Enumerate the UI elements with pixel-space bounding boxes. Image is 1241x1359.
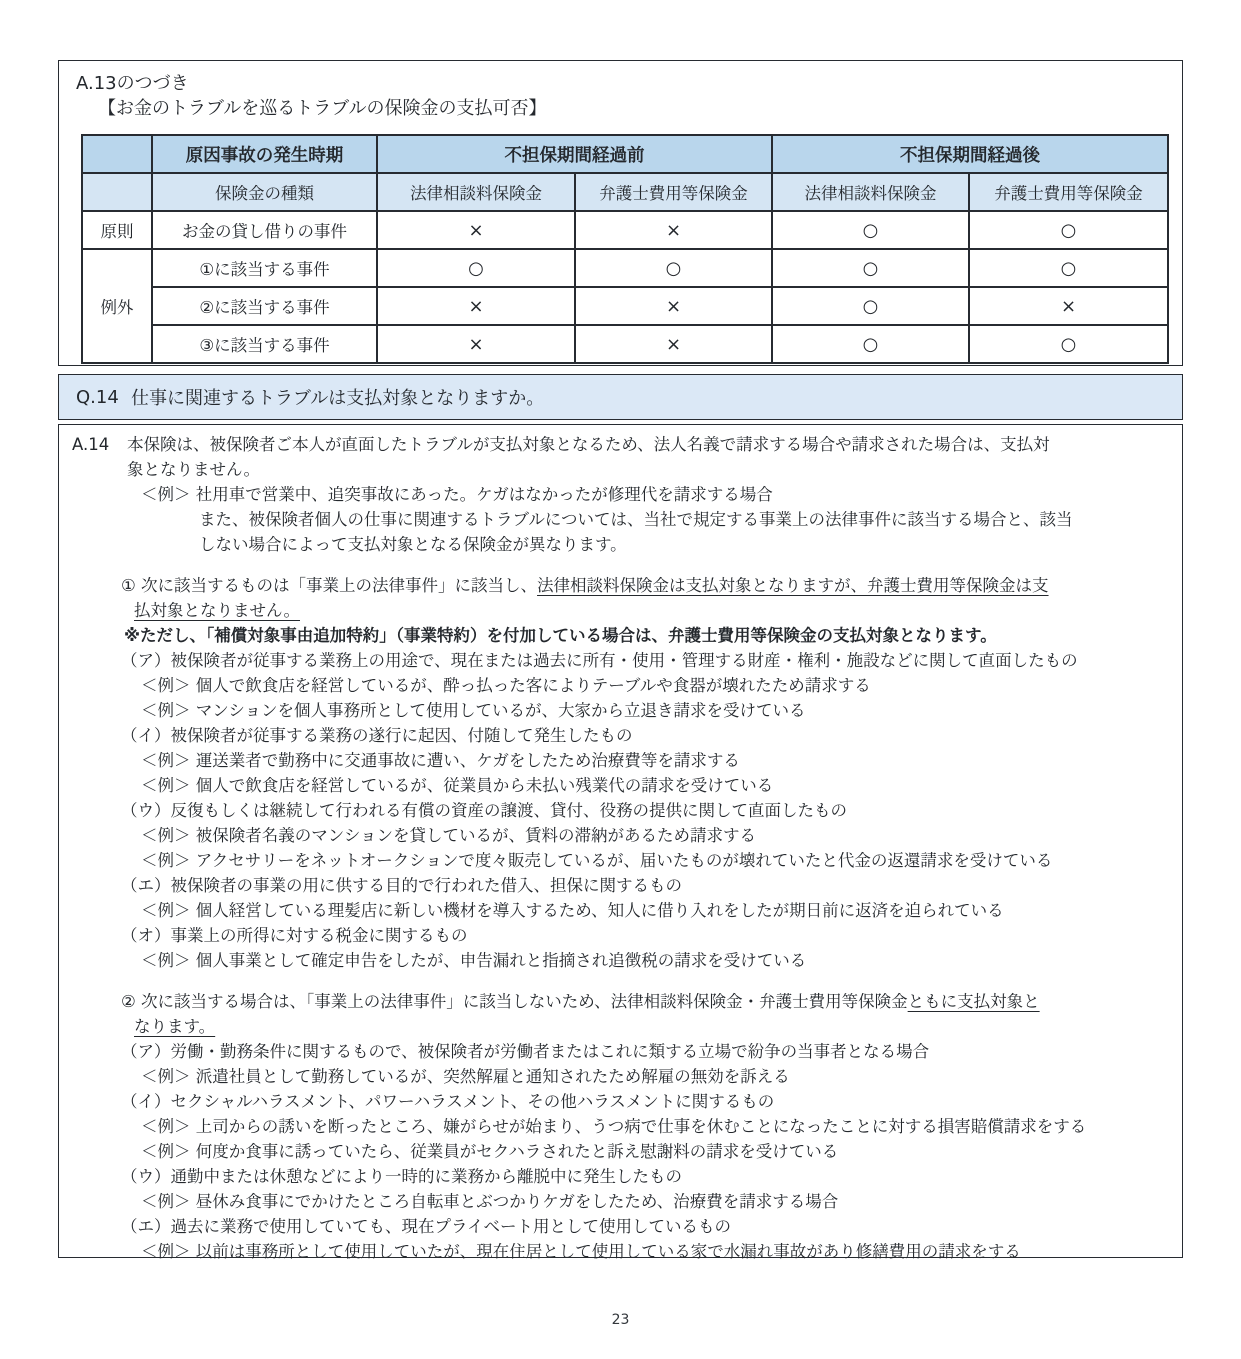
answer-line: [59, 1239, 1182, 1264]
text-segment: ＜例＞ 何度か食事に誘っていたら、従業員がセクハラされたと訴え慰謝料の請求を受けている: [141, 1142, 839, 1161]
row-value-cell: ×: [377, 211, 575, 249]
text-segment: なります。: [134, 1017, 216, 1036]
text-segment: （エ）被保険者の事業の用に供する目的で行われた借入、担保に関するもの: [121, 876, 682, 895]
answer-line: [59, 989, 1182, 1014]
answer-line: [59, 598, 1182, 623]
answer-line: [59, 948, 1182, 973]
row-value-cell: ○: [772, 211, 969, 249]
row-value-cell: ×: [969, 287, 1168, 325]
table-row: [82, 211, 1168, 249]
row-value-cell: ×: [377, 325, 575, 363]
answer-line: [59, 1039, 1182, 1064]
text-segment: ＜例＞ 個人事業として確定申告をしたが、申告漏れと指摘され追徴税の請求を受けている: [141, 951, 807, 970]
answer-line: [59, 673, 1182, 698]
answer-line: [59, 823, 1182, 848]
answer-line: [59, 1114, 1182, 1139]
row-value-cell: ×: [575, 211, 772, 249]
text-segment: ＜例＞ 以前は事務所として使用していたが、現在住居として使用している家で水漏れ事故があり修繕費用の請求をする: [141, 1242, 1021, 1261]
header-accident-timing: 原因事故の発生時期: [152, 135, 377, 173]
page-number: 23: [611, 1312, 630, 1328]
answer-line: [59, 457, 1182, 482]
subheader-attorney-fee-after: 弁護士費用等保険金: [969, 173, 1168, 211]
row-case-cell: お金の貸し借りの事件: [152, 211, 377, 249]
text-segment: ＜例＞ マンションを個人事務所として使用しているが、大家から立退き請求を受けている: [141, 701, 806, 720]
row-case-cell: ③に該当する事件: [152, 325, 377, 363]
a13-section: [58, 60, 1183, 366]
row-value-cell: ○: [575, 249, 772, 287]
answer-line: [59, 532, 1182, 557]
answer-line: [59, 923, 1182, 948]
row-value-cell: ○: [772, 325, 969, 363]
row-value-cell: ○: [969, 249, 1168, 287]
text-segment: ＜例＞ 昼休み食事にでかけたところ自転車とぶつかりケガをしたため、治療費を請求する場合: [141, 1192, 839, 1211]
row-value-cell: ○: [377, 249, 575, 287]
row-case-cell: ①に該当する事件: [152, 249, 377, 287]
text-segment: （ア）労働・勤務条件に関するもので、被保険者が労働者またはこれに類する立場で紛争の当事者となる場合: [121, 1042, 930, 1061]
answer-line: [59, 1189, 1182, 1214]
a13-subtitle: 【お金のトラブルを巡るトラブルの保険金の支払可否】: [98, 98, 547, 119]
text-segment: （ア）被保険者が従事する業務上の用途で、現在または過去に所有・使用・管理する財産・権利・施設などに関して直面したもの: [121, 651, 1078, 670]
subheader-legal-consult-after: 法律相談料保険金: [772, 173, 969, 211]
text-segment: ＜例＞ 社用車で営業中、追突事故にあった。ケガはなかったが修理代を請求する場合: [141, 485, 773, 504]
answer-line: [59, 723, 1182, 748]
text-segment: （イ）被保険者が従事する業務の遂行に起因、付随して発生したもの: [121, 726, 633, 745]
header-after-exclusion-period: 不担保期間経過後: [772, 135, 1168, 173]
text-segment: （ウ）反復もしくは継続して行われる有償の資産の譲渡、貸付、役務の提供に関して直面したもの: [121, 801, 847, 820]
header-empty-cell: [82, 135, 152, 173]
subheader-empty-cell: [82, 173, 152, 211]
answer-label: A.14: [72, 435, 110, 454]
a13-title: A.13のつづき: [76, 73, 189, 94]
answer-line: [59, 648, 1182, 673]
blank-line: [59, 557, 1182, 573]
text-segment: （イ）セクシャルハラスメント、パワーハラスメント、その他ハラスメントに関するもの: [121, 1092, 775, 1111]
answer-line: [59, 573, 1182, 598]
text-segment: 象となりません。: [127, 460, 260, 479]
text-segment: ともに支払対象と: [907, 992, 1040, 1011]
text-segment: ＜例＞ 個人経営している理髪店に新しい機材を導入するため、知人に借り入れをしたが期日前に返済を迫られている: [141, 901, 1004, 920]
answer-line: [59, 748, 1182, 773]
question-label: Q.14: [76, 386, 119, 408]
answer-line: [59, 773, 1182, 798]
table-header-row-1: [82, 135, 1168, 173]
text-segment: ＜例＞ 運送業者で勤務中に交通事故に遭い、ケガをしたため治療費等を請求する: [141, 751, 740, 770]
text-segment: ＜例＞ 派遣社員として勤務しているが、突然解雇と通知されたため解雇の無効を訴える: [141, 1067, 790, 1086]
row-value-cell: ×: [575, 287, 772, 325]
subheader-benefit-type: 保険金の種類: [152, 173, 377, 211]
text-segment: ＜例＞ 上司からの誘いを断ったところ、嫌がらせが始まり、うつ病で仕事を休むことになったことに対する損害賠償請求をする: [141, 1117, 1087, 1136]
text-segment: しない場合によって支払対象となる保険金が異なります。: [199, 535, 627, 554]
a14-section: [58, 424, 1183, 1261]
header-before-exclusion-period: 不担保期間経過前: [377, 135, 772, 173]
text-segment: ① 次に該当するものは「事業上の法律事件」に該当し、: [121, 576, 538, 595]
text-segment: （オ）事業上の所得に対する税金に関するもの: [121, 926, 468, 945]
answer-line: [59, 898, 1182, 923]
answer-line: [59, 1064, 1182, 1089]
blank-line: [59, 973, 1182, 989]
row-value-cell: ○: [772, 249, 969, 287]
row-value-cell: ×: [377, 287, 575, 325]
text-segment: ※ただし、「補償対象事由追加特約」（事業特約）を付加している場合は、弁護士費用等保険金の支払対象となります。: [124, 626, 997, 645]
text-segment: 払対象となりません。: [134, 601, 300, 620]
row-value-cell: ○: [969, 325, 1168, 363]
row-case-cell: ②に該当する事件: [152, 287, 377, 325]
answer-lines: [59, 432, 1182, 1264]
answer-line: [59, 798, 1182, 823]
text-segment: ＜例＞ 個人で飲食店を経営しているが、酔っ払った客によりテーブルや食器が壊れたため請求する: [141, 676, 871, 695]
text-segment: 法律相談料保険金は支払対象となりますが、弁護士費用等保険金は支: [537, 576, 1049, 595]
text-segment: 本保険は、被保険者ご本人が直面したトラブルが支払対象となるため、法人名義で請求する場合や請求された場合は、支払対: [127, 435, 1050, 454]
row-value-cell: ○: [772, 287, 969, 325]
row-value-cell: ×: [575, 325, 772, 363]
answer-line: [59, 848, 1182, 873]
answer-line: [59, 873, 1182, 898]
text-segment: また、被保険者個人の仕事に関連するトラブルについては、当社で規定する事業上の法律事件に該当する場合と、該当: [199, 510, 1073, 529]
answer-line: [59, 507, 1182, 532]
answer-line: [59, 1139, 1182, 1164]
table-body: [82, 211, 1168, 363]
subheader-legal-consult-before: 法律相談料保険金: [377, 173, 575, 211]
answer-line: [59, 698, 1182, 723]
text-segment: （エ）過去に業務で使用していても、現在プライベート用として使用しているもの: [121, 1217, 732, 1236]
text-segment: ＜例＞ アクセサリーをネットオークションで度々販売しているが、届いたものが壊れていたと代金の返還請求を受けている: [141, 851, 1053, 870]
subheader-attorney-fee-before: 弁護士費用等保険金: [575, 173, 772, 211]
question-text: 仕事に関連するトラブルは支払対象となりますか。: [131, 388, 545, 409]
table-row: [82, 287, 1168, 325]
table-header-row-2: [82, 173, 1168, 211]
answer-line: [59, 1014, 1182, 1039]
payability-table: [81, 134, 1169, 364]
row-group-cell: 例外: [82, 249, 152, 363]
table-row: [82, 325, 1168, 363]
answer-line: [59, 432, 1182, 457]
table-row: [82, 249, 1168, 287]
answer-line: [59, 1164, 1182, 1189]
question-band: [58, 374, 1183, 420]
row-group-cell: 原則: [82, 211, 152, 249]
text-segment: ＜例＞ 被保険者名義のマンションを貸しているが、賃料の滞納があるため請求する: [141, 826, 757, 845]
text-segment: ② 次に該当する場合は、「事業上の法律事件」に該当しないため、法律相談料保険金・弁護士費用等保険金: [121, 992, 908, 1011]
row-value-cell: ○: [969, 211, 1168, 249]
answer-line: [59, 623, 1182, 648]
answer-line: [59, 1214, 1182, 1239]
text-segment: ＜例＞ 個人で飲食店を経営しているが、従業員から未払い残業代の請求を受けている: [141, 776, 774, 795]
answer-line: [59, 1089, 1182, 1114]
answer-line: [59, 482, 1182, 507]
text-segment: （ウ）通勤中または休憩などにより一時的に業務から離脱中に発生したもの: [121, 1167, 682, 1186]
